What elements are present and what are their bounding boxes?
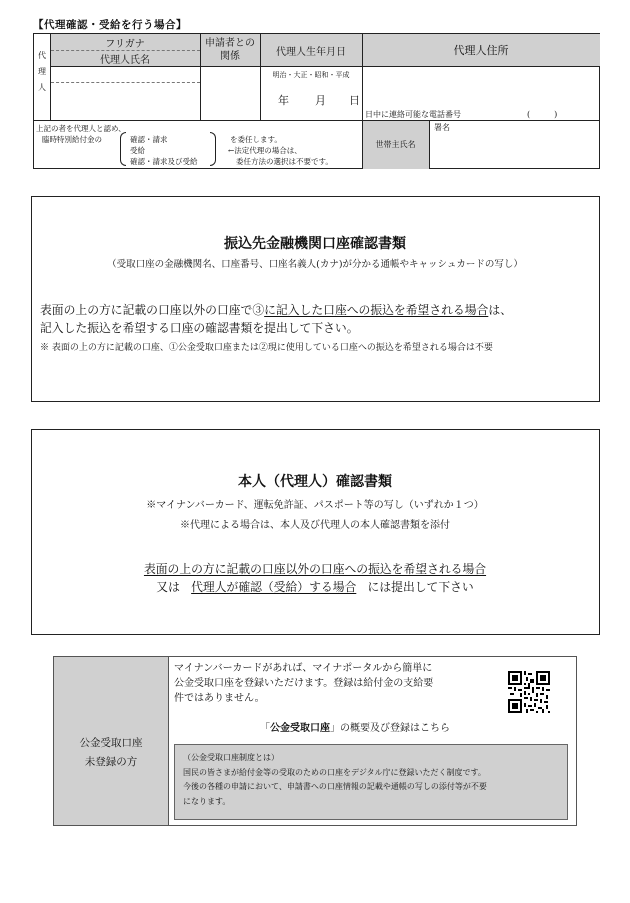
signature-label: 署名 [434,123,450,132]
bank-box-heading: 振込先金融機関口座確認書類 [224,236,406,252]
public-account-system-note: （公金受取口座制度とは） 国民の皆さまが給付金等の受取のための口座をデジタル庁に登録いただく制度です。 今後の各種の申請において、申請書への口座情報の記載や通帳の写しの添付等が不要 になります。 [174,744,568,820]
id-box-line4: 又は 代理人が確認（受給）する場合 には提出して下さい [156,580,474,594]
bank-box-note: ※ 表面の上の方に記載の口座、①公金受取口座または②現に使用している口座への振込を希望される場合は不要 [40,343,493,353]
bank-box-line2: 記入した振込を希望する口座の確認書類を提出して下さい。 [40,321,359,335]
proxy-row-label: 代 理 人 [38,51,46,92]
furigana-label: フリガナ [105,39,145,50]
day-label: 日 [349,94,360,107]
bracket-right [210,132,216,166]
bank-box-subheading: （受取口座の金融機関名、口座番号、口座名義人(カナ)が分かる通帳やキャッシュカードの写し） [107,259,523,270]
month-label: 月 [315,94,326,107]
address-label: 代理人住所 [453,44,509,57]
id-box-line3: 表面の上の方に記載の口座以外の口座への振込を希望される場合 [143,562,487,576]
birth-date-label: 代理人生年月日 [276,46,346,58]
signature-input[interactable] [430,132,600,169]
relation-label: 申請者との関係 [205,38,255,62]
benefit-name: 臨時特別給付金の [42,135,102,144]
legal-note-2: 委任方法の選択は不要です。 [236,157,333,166]
bank-account-document-box [31,196,600,402]
option-confirm-request[interactable]: 確認・請求 [130,135,168,144]
bracket-left [120,132,126,166]
daytime-phone-label: 日中に連絡可能な電話番号 [365,110,461,119]
public-account-panel [53,656,577,826]
qr-code-icon[interactable] [508,671,550,713]
legal-note-1: ←法定代理の場合は、 [228,146,302,155]
public-account-text: マイナンバーカードがあれば、マイナポータルから簡単に 公金受取口座を登録いただけます。登録は給付金の支給要 件ではありません。 [174,663,434,704]
furigana-input[interactable] [51,67,200,82]
option-both[interactable]: 確認・請求及び受給 [130,157,198,166]
proxy-name-label: 代理人氏名 [100,54,150,66]
era-options[interactable]: 明治・大正・昭和・平成 [272,71,350,79]
id-box-heading: 本人（代理人）確認書類 [238,474,392,490]
proxy-name-input[interactable] [51,83,200,120]
address-input[interactable] [363,67,600,107]
phone-input[interactable]: ( ) [527,110,558,119]
year-label: 年 [278,94,289,107]
id-box-line2: ※代理による場合は、本人及び代理人の本人確認書類を添付 [180,520,450,531]
public-account-link[interactable]: 「公金受取口座」の概要及び登録はこちら [260,723,450,734]
proxy-table [33,33,600,169]
delegate-text: を委任します。 [230,135,282,144]
delegation-intro: 上記の者を代理人と認め、 [36,124,126,133]
id-box-line1: ※マイナンバーカード、運転免許証、パスポート等の写し（いずれか１つ） [146,500,484,511]
proxy-section-title: 【代理確認・受給を行う場合】 [33,19,187,31]
bank-box-line1: 表面の上の方に記載の口座以外の口座で③に記入した口座への振込を希望される場合は、 [40,303,512,317]
public-account-side-label: 公金受取口座 未登録の方 [54,657,169,825]
relation-input[interactable] [201,67,260,120]
option-receive[interactable]: 受給 [130,146,145,155]
identity-document-box [31,429,600,635]
householder-label: 世帯主氏名 [375,140,416,149]
